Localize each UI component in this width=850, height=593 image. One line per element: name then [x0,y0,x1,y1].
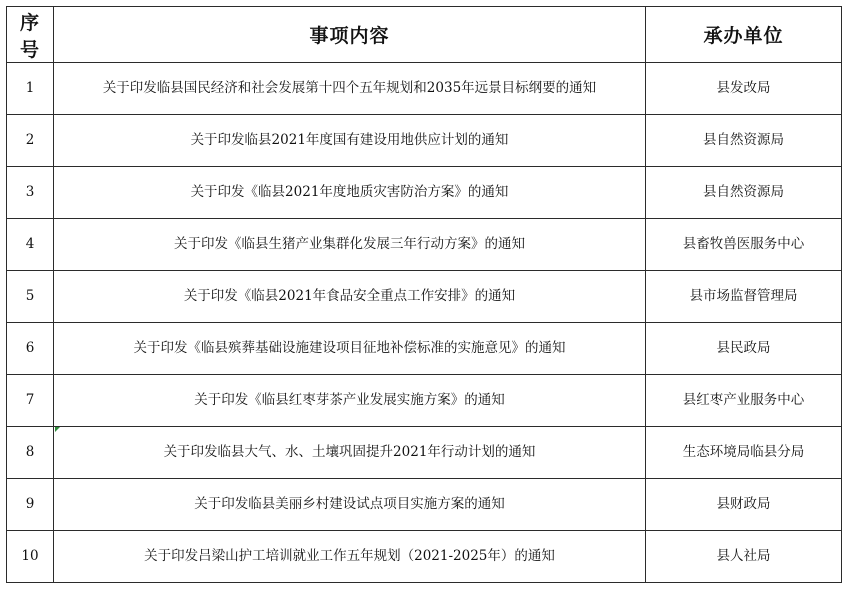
row-content: 关于印发《临县红枣芽茶产业发展实施方案》的通知 [54,375,646,427]
row-index: 3 [7,167,54,219]
row-department: 县财政局 [646,479,842,531]
table-row [7,63,842,115]
table-row [7,167,842,219]
row-department: 生态环境局临县分局 [646,427,842,479]
table-row [7,219,842,271]
row-index: 5 [7,271,54,323]
row-content: 关于印发临县大气、水、土壤巩固提升2021年行动计划的通知 [54,427,646,479]
matters-table [6,6,842,583]
row-department: 县畜牧兽医服务中心 [646,219,842,271]
table-row [7,375,842,427]
row-content: 关于印发《临县2021年度地质灾害防治方案》的通知 [54,167,646,219]
header-content: 事项内容 [54,7,646,63]
row-content: 关于印发《临县生猪产业集群化发展三年行动方案》的通知 [54,219,646,271]
table-row [7,479,842,531]
header-index: 序号 [7,7,54,63]
row-department: 县人社局 [646,531,842,583]
row-index: 7 [7,375,54,427]
table-row [7,427,842,479]
header-department: 承办单位 [646,7,842,63]
row-content: 关于印发《临县2021年食品安全重点工作安排》的通知 [54,271,646,323]
row-index: 2 [7,115,54,167]
cell-comment-marker [55,427,60,432]
row-department: 县自然资源局 [646,115,842,167]
table-header-row [7,7,842,63]
row-index: 8 [7,427,54,479]
table-row [7,115,842,167]
row-department: 县发改局 [646,63,842,115]
row-department: 县自然资源局 [646,167,842,219]
row-index: 6 [7,323,54,375]
row-content: 关于印发临县美丽乡村建设试点项目实施方案的通知 [54,479,646,531]
row-department: 县红枣产业服务中心 [646,375,842,427]
row-content: 关于印发吕梁山护工培训就业工作五年规划（2021-2025年）的通知 [54,531,646,583]
table-row [7,323,842,375]
row-index: 1 [7,63,54,115]
row-index: 10 [7,531,54,583]
row-content: 关于印发《临县殡葬基础设施建设项目征地补偿标准的实施意见》的通知 [54,323,646,375]
row-content: 关于印发临县国民经济和社会发展第十四个五年规划和2035年远景目标纲要的通知 [54,63,646,115]
row-department: 县民政局 [646,323,842,375]
row-index: 9 [7,479,54,531]
table-row [7,531,842,583]
row-content: 关于印发临县2021年度国有建设用地供应计划的通知 [54,115,646,167]
row-index: 4 [7,219,54,271]
table-row [7,271,842,323]
row-department: 县市场监督管理局 [646,271,842,323]
